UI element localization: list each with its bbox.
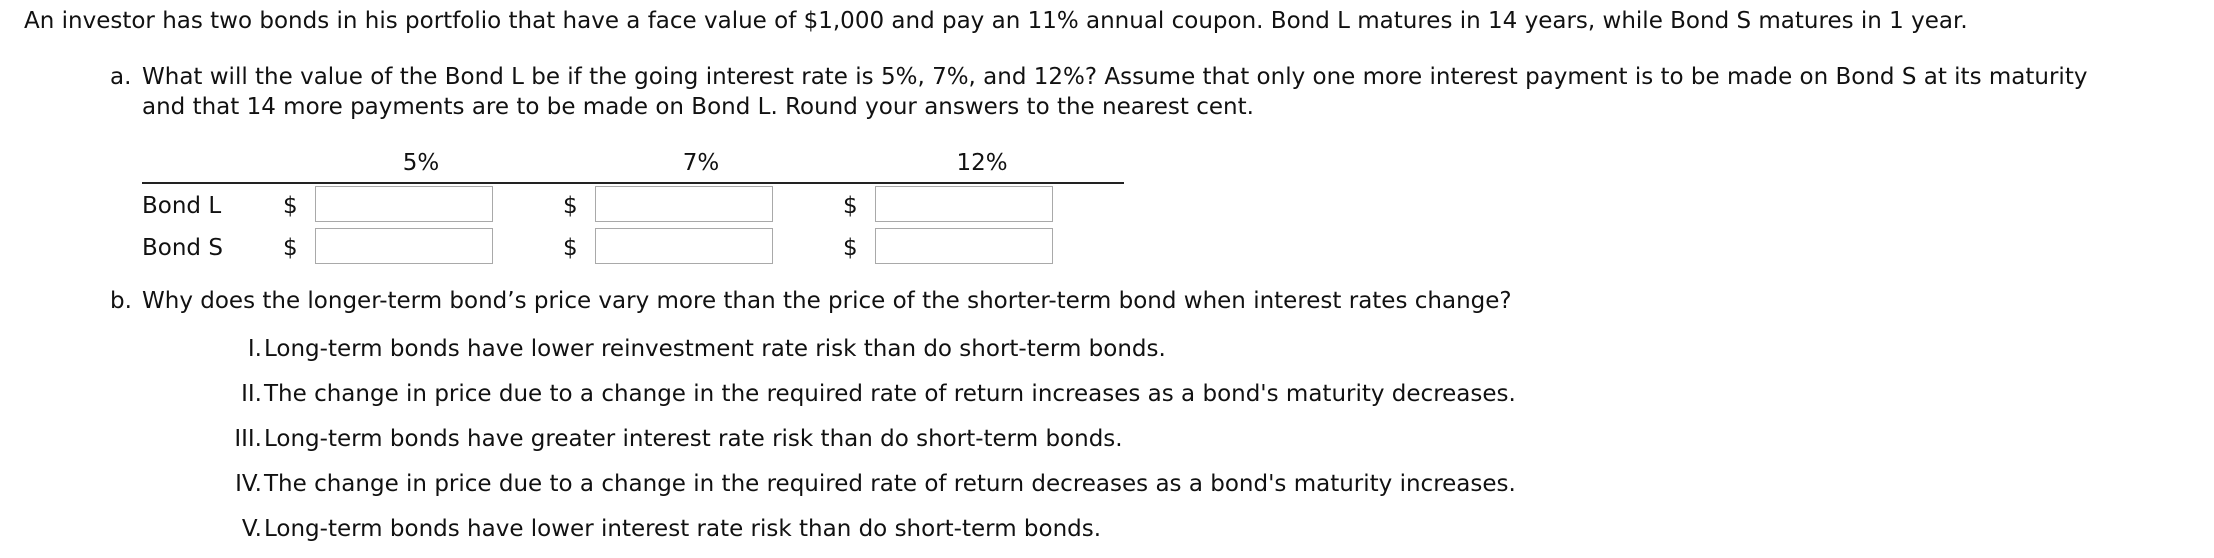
bond-l-7pct-input[interactable] — [595, 186, 773, 222]
problem-intro: An investor has two bonds in his portfolio that have a face value of $1,000 and pay an 11% annual coupon. Bond L matures in 14 years, while Bond S matures in 1 year. — [24, 8, 1968, 34]
option-numeral: I. — [247, 336, 262, 362]
column-header-7pct: 7% — [682, 150, 720, 176]
option-text: Long-term bonds have lower reinvestment rate risk than do short-term bonds. — [264, 336, 1166, 362]
part-b-label: b. — [110, 288, 132, 314]
bond-s-5pct-input[interactable] — [315, 228, 493, 264]
currency-symbol: $ — [563, 235, 578, 261]
part-a-line1: What will the value of the Bond L be if the going interest rate is 5%, 7%, and 12%? Assume that only one more interest payment is to be made on Bond S at its maturity — [142, 64, 2088, 90]
part-b-question — [110, 288, 1512, 314]
option-text: The change in price due to a change in the required rate of return decreases as a bond's maturity increases. — [264, 471, 1516, 497]
option-numeral: II. — [241, 381, 262, 407]
part-a-label: a. — [110, 64, 132, 90]
option-numeral: IV. — [235, 471, 262, 497]
bond-l-12pct-input[interactable] — [875, 186, 1053, 222]
table-header-rule — [142, 182, 1124, 184]
bond-s-7pct-input[interactable] — [595, 228, 773, 264]
option-text: Long-term bonds have lower interest rate risk than do short-term bonds. — [264, 516, 1102, 542]
row-label-bond-s: Bond S — [142, 235, 223, 261]
option-text: The change in price due to a change in the required rate of return increases as a bond's maturity decreases. — [264, 381, 1516, 407]
option-numeral: III. — [234, 426, 262, 452]
row-label-bond-l: Bond L — [142, 193, 222, 219]
currency-symbol: $ — [843, 193, 858, 219]
option-text: Long-term bonds have greater interest rate risk than do short-term bonds. — [264, 426, 1123, 452]
part-a-question — [110, 62, 2087, 122]
column-header-12pct: 12% — [956, 150, 1008, 176]
currency-symbol: $ — [563, 193, 578, 219]
currency-symbol: $ — [283, 235, 298, 261]
column-header-5pct: 5% — [402, 150, 440, 176]
currency-symbol: $ — [843, 235, 858, 261]
part-a-line2: and that 14 more payments are to be made on Bond L. Round your answers to the nearest cent. — [142, 94, 1254, 120]
bond-s-12pct-input[interactable] — [875, 228, 1053, 264]
currency-symbol: $ — [283, 193, 298, 219]
option-numeral: V. — [241, 516, 262, 542]
part-b-text: Why does the longer-term bond’s price vary more than the price of the shorter-term bond when interest rates change? — [142, 288, 1512, 314]
bond-l-5pct-input[interactable] — [315, 186, 493, 222]
